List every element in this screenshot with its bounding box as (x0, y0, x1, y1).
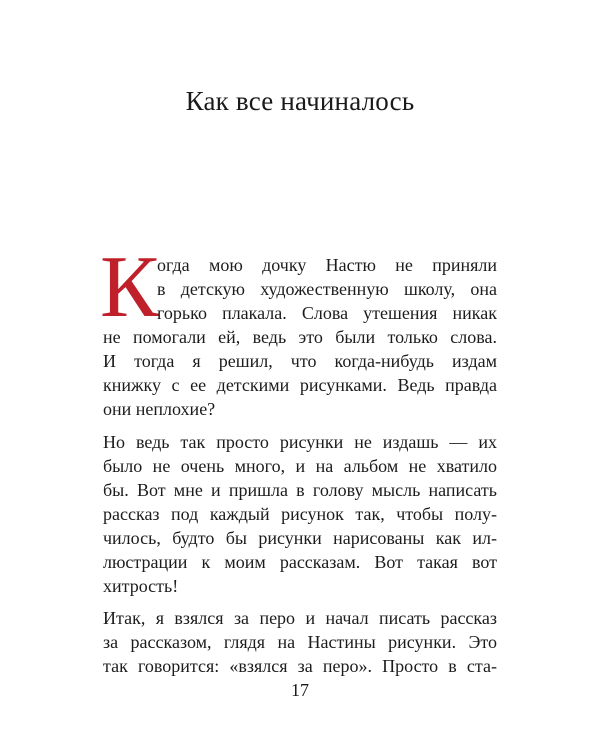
text-line: было не очень много, и на альбом не хватило (103, 456, 497, 476)
text-line: так говорится: «взялся за перо». Просто в ста- (103, 656, 497, 676)
text-line: Но ведь так просто рисунки не издашь — их (103, 432, 497, 452)
text-line: рассказ под каждый рисунок так, чтобы полу- (103, 504, 497, 524)
text-line: чилось, будто бы рисунки нарисованы как ил- (103, 528, 497, 548)
text-line: хитрость! (103, 576, 179, 596)
text-line: не помогали ей, ведь это были только слова. (103, 327, 497, 347)
text-line: Итак, я взялся за перо и начал писать рассказ (103, 608, 497, 628)
text-line: люстрации к моим рассказам. Вот такая вот (103, 552, 497, 572)
text-line: за рассказом, глядя на Настины рисунки. Это (103, 632, 497, 652)
drop-cap: К (100, 239, 159, 336)
text-line: книжку с ее детскими рисунками. Ведь правда (103, 375, 497, 395)
page-number: 17 (291, 680, 309, 700)
text-line: огда мою дочку Настю не приняли (157, 255, 497, 275)
text-line: они неплохие? (103, 399, 216, 419)
text-line: И тогда я решил, что когда-нибудь издам (103, 351, 497, 371)
text-line: в детскую художественную школу, она (157, 279, 497, 299)
text-line: горько плакала. Слова утешения никак (157, 303, 497, 323)
chapter-title: Как все начиналось (185, 86, 415, 116)
text-line: бы. Вот мне и пришла в голову мысль написать (103, 480, 497, 500)
